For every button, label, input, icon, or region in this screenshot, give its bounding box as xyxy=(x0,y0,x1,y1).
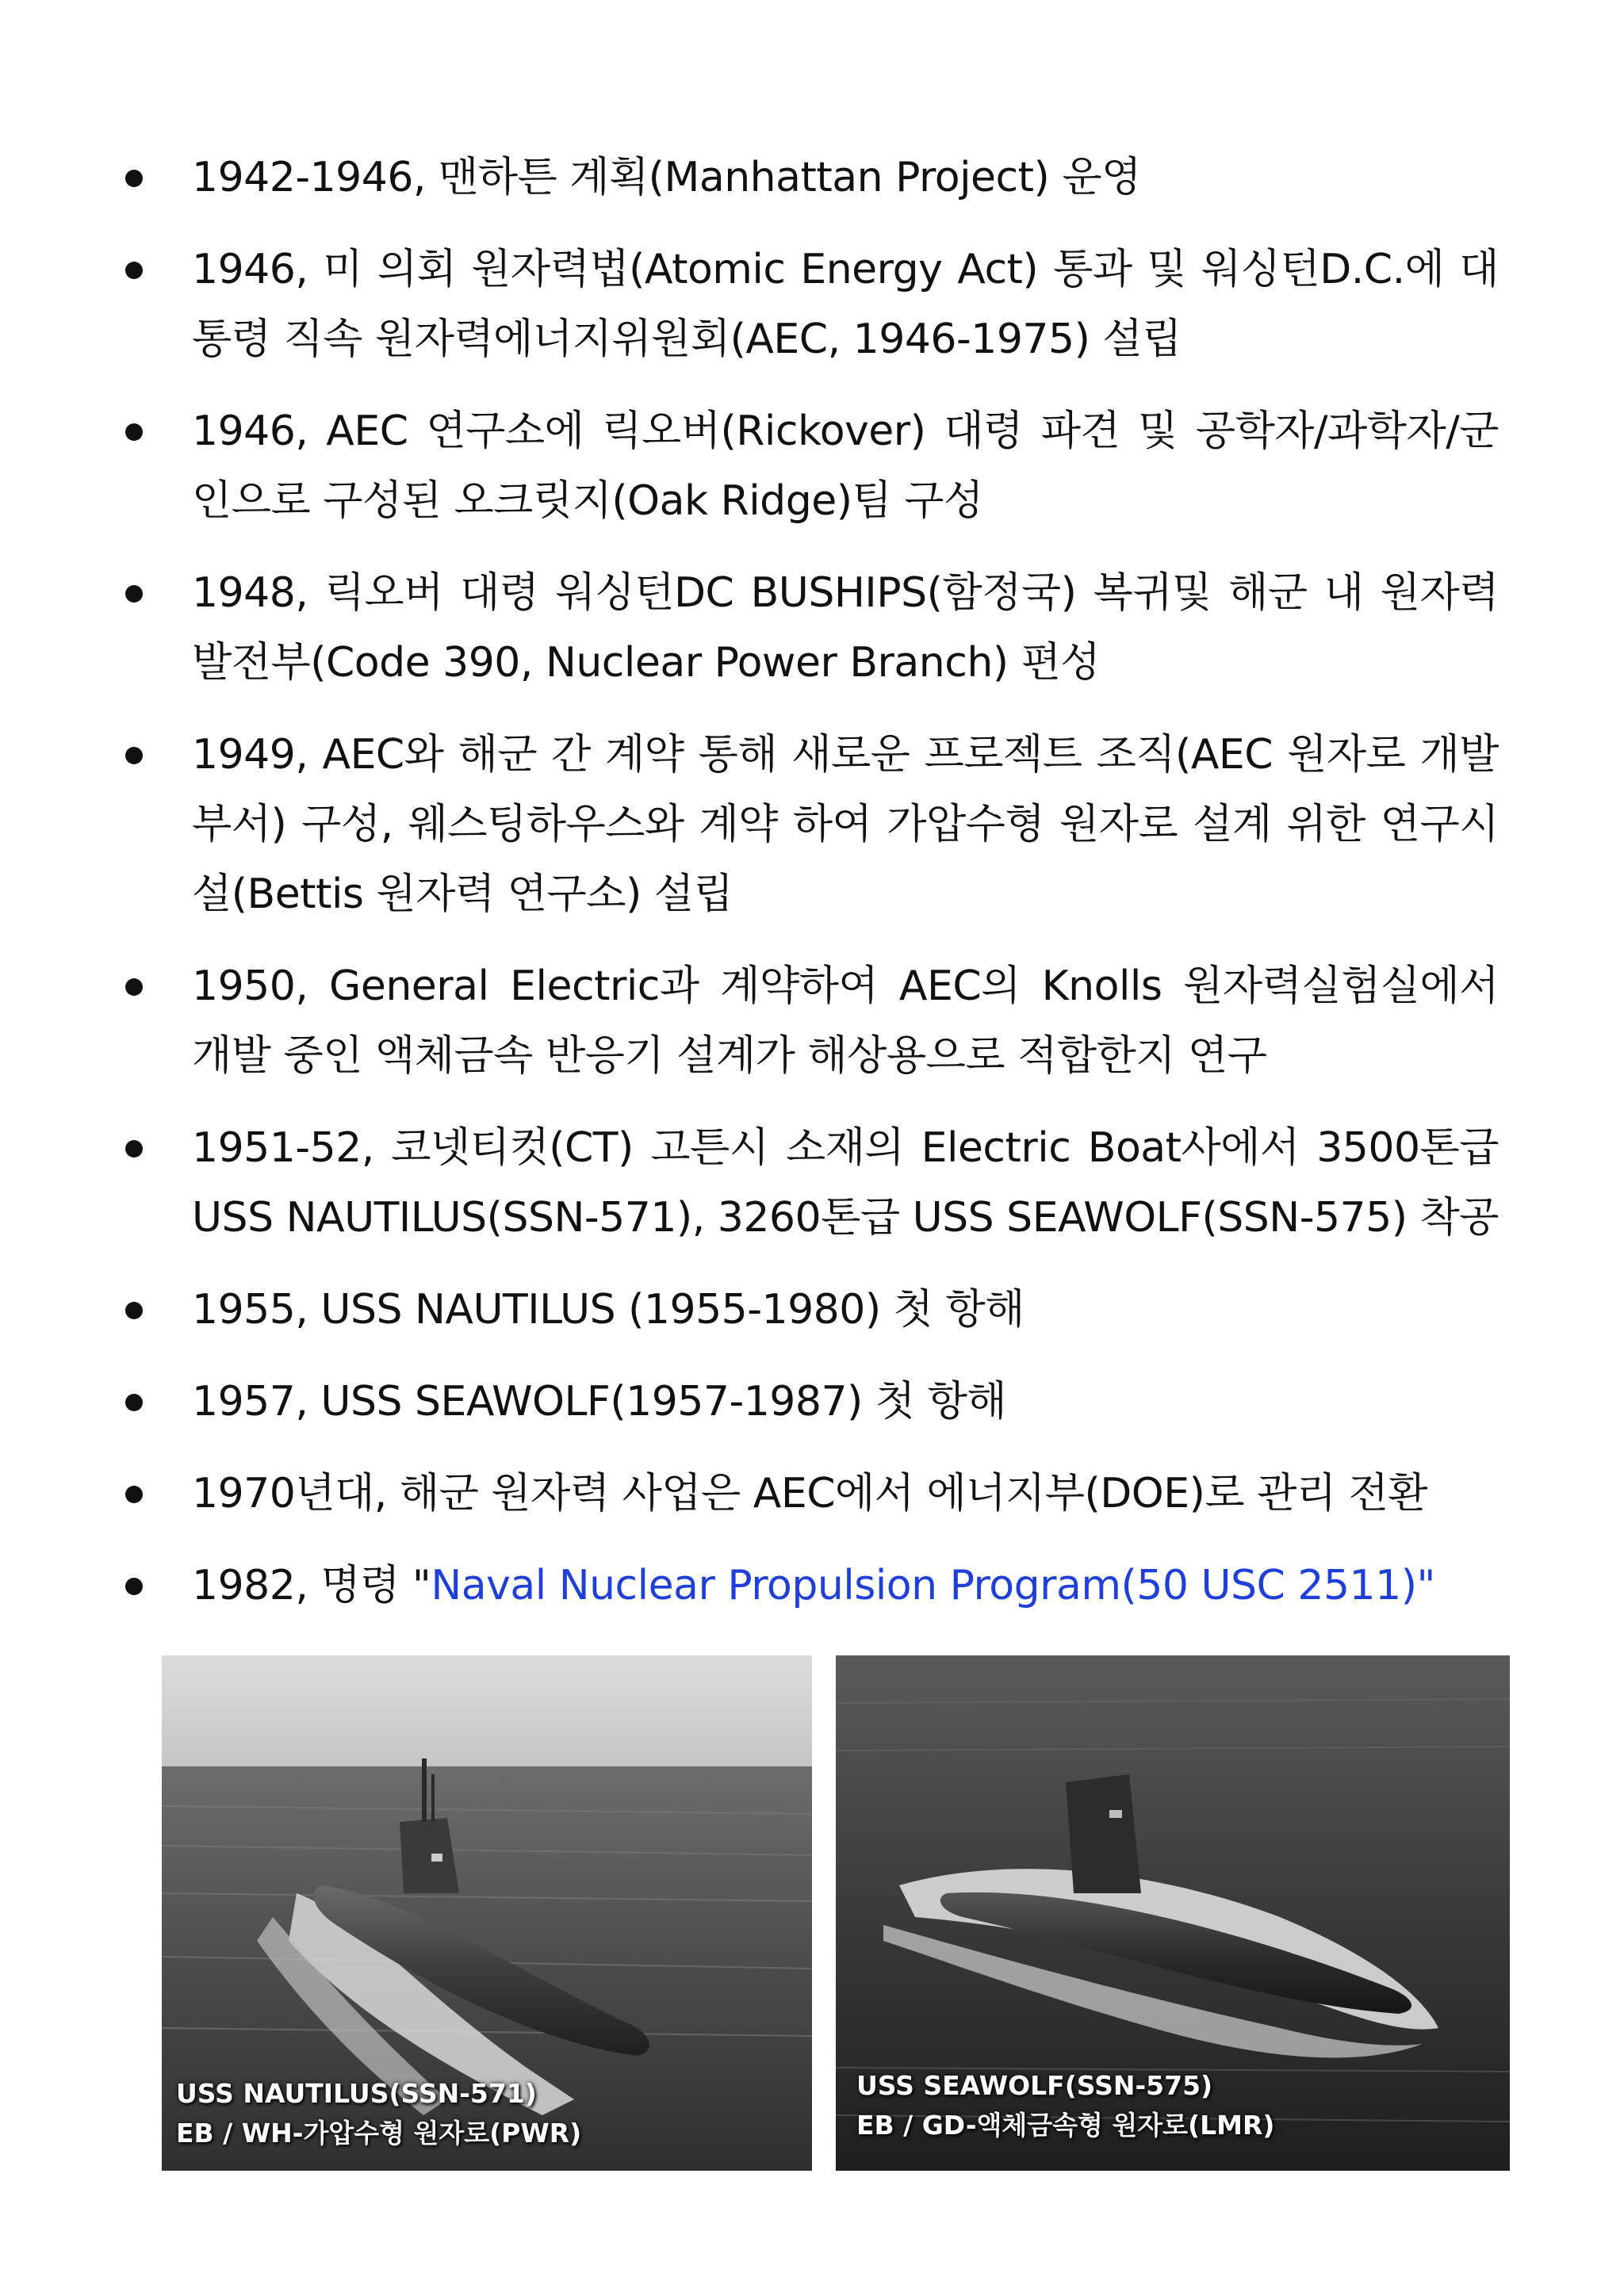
list-item xyxy=(119,1275,1499,1345)
nautilus-caption xyxy=(176,2074,581,2153)
timeline-text: 1942-1946, 맨하튼 계획(Manhattan Project) 운영 xyxy=(192,154,1141,201)
seawolf-caption-reactor: EB / GD-액체금속형 원자로(LMR) xyxy=(856,2110,1275,2141)
nautilus-caption-reactor: EB / WH-가압수형 원자로(PWR) xyxy=(176,2118,582,2149)
bullet-icon xyxy=(125,1486,143,1503)
list-item xyxy=(119,1551,1499,1621)
bullet-icon xyxy=(125,978,143,996)
bullet-icon xyxy=(125,1394,143,1411)
timeline-text: 1950, General Electric과 계약하여 AEC의 Knolls 원자력실험실에서 개발 중인 액체금속 반응기 설계가 해상용으로 적합한지 연구 xyxy=(192,962,1499,1080)
list-item xyxy=(119,1113,1499,1253)
nautilus-caption-name: USS NAUTILUS(SSN-571) xyxy=(176,2078,537,2109)
list-item xyxy=(119,720,1499,929)
timeline-text: 1982, 명령 " xyxy=(192,1562,431,1609)
list-item xyxy=(119,558,1499,698)
list-item xyxy=(119,396,1499,536)
bullet-icon xyxy=(125,585,143,603)
bullet-icon xyxy=(125,747,143,764)
bullet-icon xyxy=(125,1140,143,1158)
photo-row xyxy=(162,1655,1510,2171)
timeline-text: 1946, AEC 연구소에 릭오버(Rickover) 대령 파견 및 공학자/과학자/군인으로 구성된 오크릿지(Oak Ridge)팀 구성 xyxy=(192,408,1499,525)
list-item xyxy=(119,143,1499,212)
bullet-icon xyxy=(125,262,143,279)
timeline-text: 1955, USS NAUTILUS (1955-1980) 첫 항해 xyxy=(192,1286,1025,1334)
timeline-text: 1957, USS SEAWOLF(1957-1987) 첫 항해 xyxy=(192,1378,1007,1425)
timeline-text: 1949, AEC와 해군 간 계약 통해 새로운 프로젝트 조직(AEC 원자로 개발부서) 구성, 웨스팅하우스와 계약 하여 가압수형 원자로 설계 위한 연구시설(Bettis 원자력 연구소) 설립 xyxy=(192,731,1499,918)
timeline-text: 1970년대, 해군 원자력 사업은 AEC에서 에너지부(DOE)로 관리 전환 xyxy=(192,1470,1428,1517)
timeline-text: 1951-52, 코넷티컷(CT) 고튼시 소재의 Electric Boat사에서 3500톤급 USS NAUTILUS(SSN-571), 3260톤급 USS SEAWOLF(SSN-575) 착공 xyxy=(192,1124,1499,1242)
bullet-icon xyxy=(125,1302,143,1319)
list-item xyxy=(119,951,1499,1091)
timeline-text: 1946, 미 의회 원자력법(Atomic Energy Act) 통과 및 워싱턴D.C.에 대통령 직속 원자력에너지위원회(AEC, 1946-1975) 설립 xyxy=(192,246,1499,363)
seawolf-caption xyxy=(856,2066,1274,2145)
timeline-list xyxy=(119,143,1499,1643)
nautilus-photo xyxy=(162,1655,812,2171)
list-item xyxy=(119,1459,1499,1529)
program-link[interactable]: Naval Nuclear Propulsion Program(50 USC 2511)" xyxy=(431,1562,1435,1609)
seawolf-photo xyxy=(836,1655,1510,2171)
list-item xyxy=(119,235,1499,374)
bullet-icon xyxy=(125,1578,143,1595)
list-item xyxy=(119,1367,1499,1437)
bullet-icon xyxy=(125,423,143,441)
seawolf-caption-name: USS SEAWOLF(SSN-575) xyxy=(856,2070,1213,2101)
bullet-icon xyxy=(125,170,143,187)
timeline-text: 1948, 릭오버 대령 워싱턴DC BUSHIPS(함정국) 복귀및 해군 내 원자력발전부(Code 390, Nuclear Power Branch) 편성 xyxy=(192,569,1499,687)
